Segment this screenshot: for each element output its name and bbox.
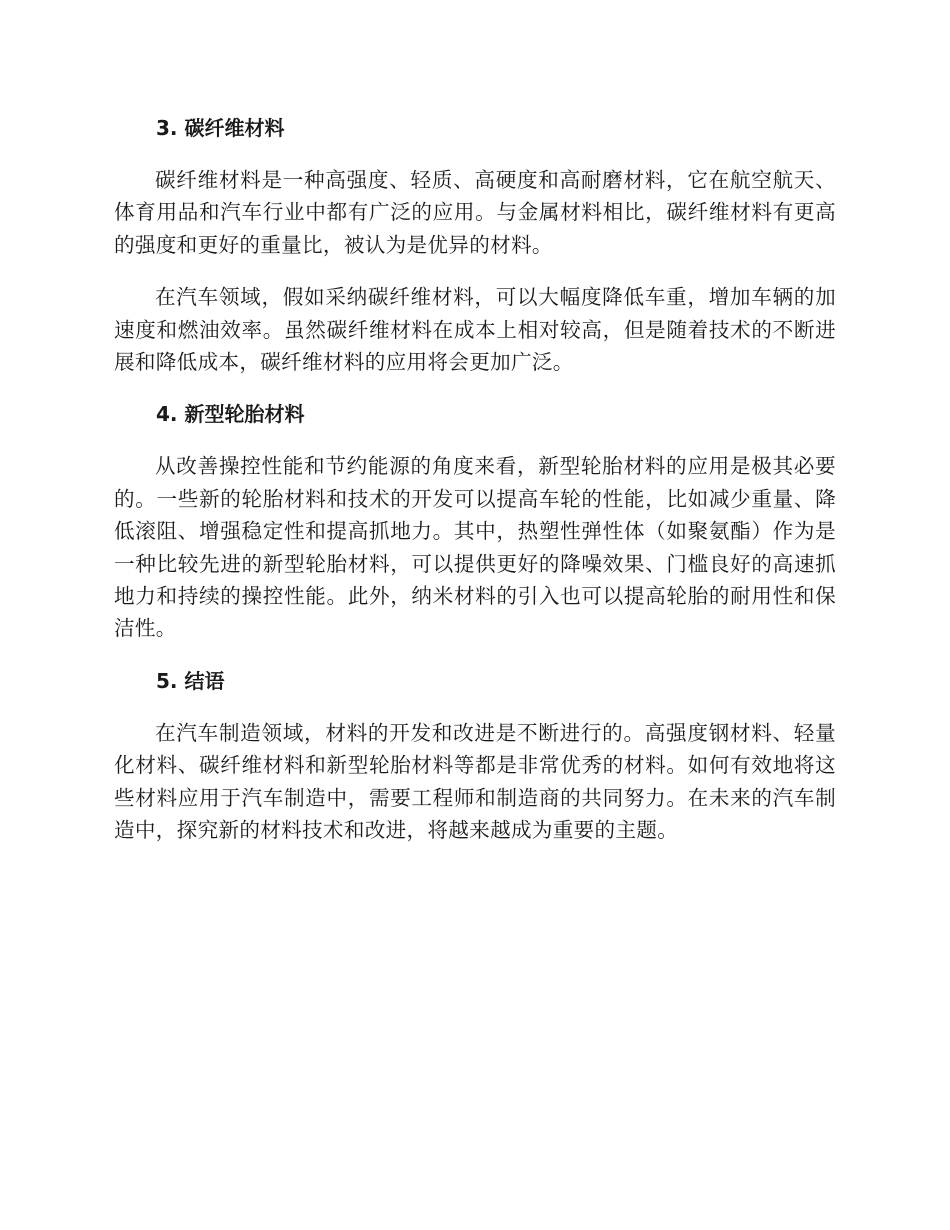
- paragraph-carbon-fiber-intro: 碳纤维材料是一种高强度、轻质、高硬度和高耐磨材料，它在航空航天、体育用品和汽车行业中都有广泛的应用。与金属材料相比，碳纤维材料有更高的强度和更好的重量比，被认为是优异的材料。: [114, 168, 836, 257]
- section-heading-carbon-fiber: 3. 碳纤维材料: [156, 116, 285, 140]
- paragraph-carbon-fiber-automotive: 在汽车领域，假如采纳碳纤维材料，可以大幅度降低车重，增加车辆的加速度和燃油效率。虽然碳纤维材料在成本上相对较高，但是随着技术的不断进展和降低成本，碳纤维材料的应用将会更加广泛。: [114, 285, 836, 375]
- paragraph-conclusion: 在汽车制造领域，材料的开发和改进是不断进行的。高强度钢材料、轻量化材料、碳纤维材料和新型轮胎材料等都是非常优秀的材料。如何有效地将这些材料应用于汽车制造中，需要工程师和制造商的共同努力。在未来的汽车制造中，探究新的材料技术和改进，将越来越成为重要的主题。: [114, 720, 836, 843]
- paragraph-new-tire: 从改善操控性能和节约能源的角度来看，新型轮胎材料的应用是极其必要的。一些新的轮胎材料和技术的开发可以提高车轮的性能，比如减少重量、降低滚阻、增强稳定性和提高抓地力。其中，热塑性弹性体（如聚氨酯）作为是一种比较先进的新型轮胎材料，可以提供更好的降噪效果、门槛良好的高速抓地力和持续的操控性能。此外，纳米材料的引入也可以提高轮胎的耐用性和保洁性。: [114, 454, 836, 641]
- section-heading-new-tire: 4. 新型轮胎材料: [156, 402, 305, 427]
- document-body: [114, 112, 836, 847]
- section-heading-conclusion: 5. 结语: [156, 668, 225, 693]
